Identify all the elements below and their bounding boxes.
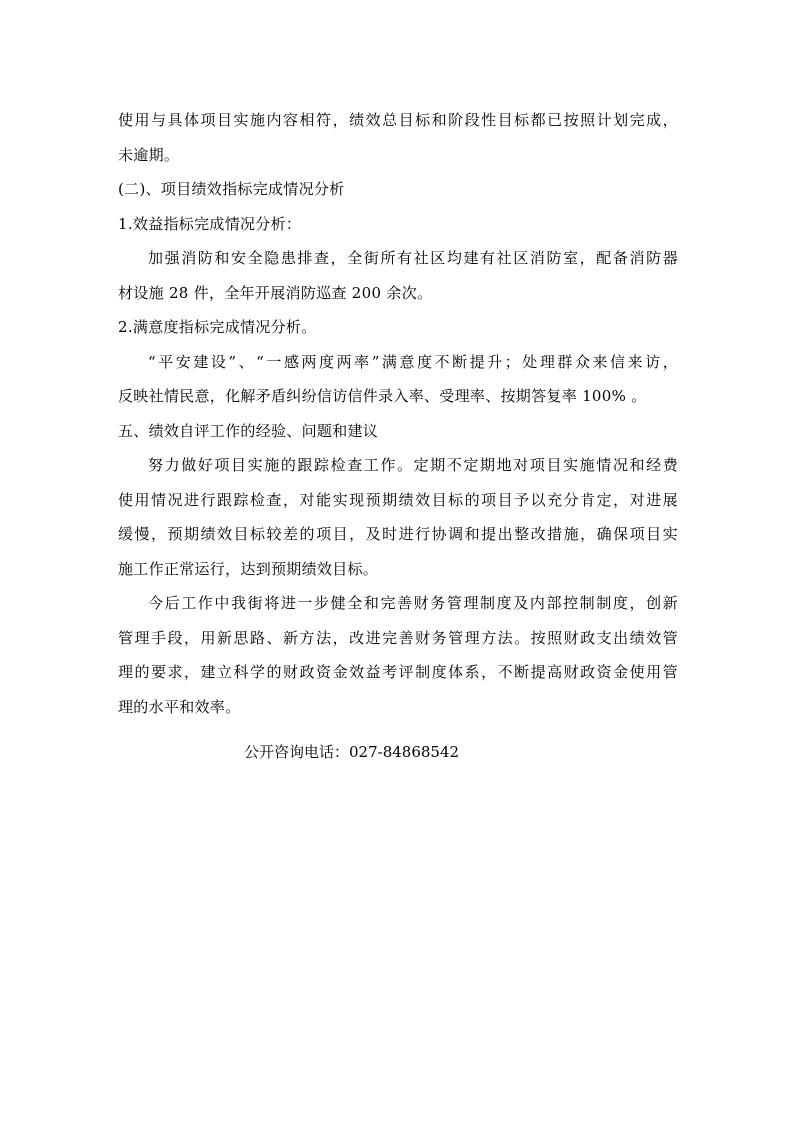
body-line: 今后工作中我街将进一步健全和完善财务管理制度及内部控制制度，创新 — [148, 594, 678, 612]
subsection-heading: 1.效益指标完成情况分析： — [118, 214, 302, 233]
subsection-heading: 2.满意度指标完成情况分析。 — [118, 318, 317, 336]
body-line: 施工作正常运行，达到预期绩效目标。 — [118, 559, 379, 578]
body-line: 管理手段，用新思路、新方法，改进完善财务管理方法。按照财政支出绩效管 — [118, 628, 678, 647]
body-line: “平安建设”、“一感两度两率”满意度不断提升；处理群众来信来访， — [148, 352, 678, 371]
body-line: 理的水平和效率。 — [118, 697, 241, 716]
body-line: 使用与具体项目实施内容相符，绩效总目标和阶段性目标都已按照计划完成， — [118, 111, 678, 129]
document-body — [118, 103, 678, 724]
body-line: 努力做好项目实施的跟踪检查工作。定期不定期地对项目实施情况和经费 — [148, 456, 678, 474]
body-line: 缓慢，预期绩效目标较差的项目，及时进行协调和提出整改措施，确保项目实 — [118, 525, 678, 543]
body-line: 未逾期。 — [118, 145, 180, 164]
body-line: 反映社情民意，化解矛盾纠纷信访信件录入率、受理率、按期答复率 100% 。 — [118, 387, 647, 405]
body-line: 加强消防和安全隐患排查，全街所有社区均建有社区消防室，配备消防器 — [148, 249, 678, 267]
section-heading: (二)、项目绩效指标完成情况分析 — [118, 180, 345, 198]
contact-phone: 公开咨询电话：027-84868542 — [244, 743, 460, 761]
body-line: 使用情况进行跟踪检查，对能实现预期绩效目标的项目予以充分肯定，对进展 — [118, 490, 678, 509]
section-heading: 五、绩效自评工作的经验、问题和建议 — [118, 421, 379, 440]
body-line: 理的要求，建立科学的财政资金效益考评制度体系，不断提高财政资金使用管 — [118, 663, 678, 681]
body-line: 材设施 28 件，全年开展消防巡查 200 余次。 — [118, 283, 433, 302]
